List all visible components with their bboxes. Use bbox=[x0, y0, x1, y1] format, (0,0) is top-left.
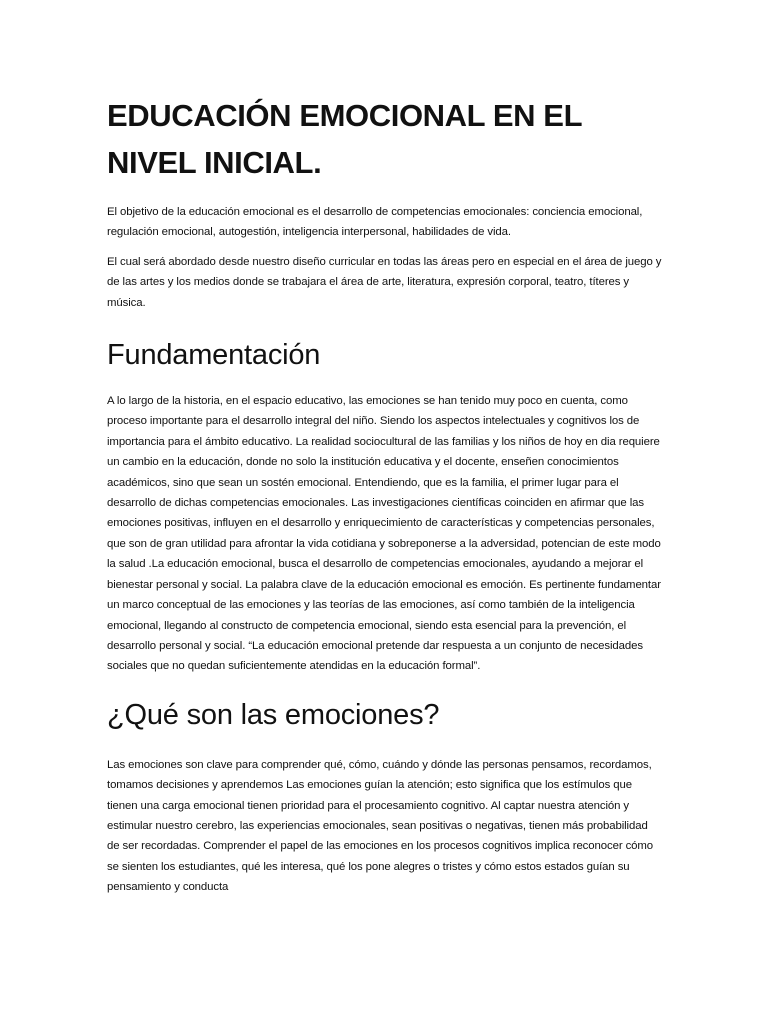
section-paragraph: A lo largo de la historia, en el espacio educativo, las emociones se han tenido muy poco en cuenta, como proceso importante para el desarrollo integral del niño. Siendo los aspectos intelectuales y cognitivos los de importancia para el ámbito educativo. La realidad sociocultural de las familias y los niños de hoy en dia requiere un cambio en la educación, donde no solo la institución educativa y el docente, enseñen conocimientos académicos, sino que sean un sostén emocional. Entendiendo, que es la familia, el primer lugar para el desarrollo de dichas competencias emocionales. Las investigaciones científicas coinciden en afirmar que las emociones positivas, influyen en el desarrollo y enriquecimiento de características y competencias personales, que son de gran utilidad para afrontar la vida cotidiana y sobreponerse a la adversidad, potencian de este modo la salud .La educación emocional, busca el desarrollo de competencias emocionales, ayudando a mejorar el bienestar personal y social. La palabra clave de la educación emocional es emoción. Es pertinente fundamentar un marco conceptual de las emociones y las teorías de las emociones, así como también de la inteligencia emocional, llegando al constructo de competencia emocional, siendo esta esencial para la prevención, el desarrollo personal y social. “La educación emocional pretende dar respuesta a un conjunto de necesidades sociales que no quedan suficientemente atendidas en la educación formal”. bbox=[107, 395, 661, 673]
section-heading-que-son-las-emociones: ¿Qué son las emociones? bbox=[107, 698, 440, 731]
intro-paragraph: El objetivo de la educación emocional es el desarrollo de competencias emocionales: conciencia emocional, regulación emocional, autogestión, inteligencia interpersonal, habilidades de vida. bbox=[107, 206, 643, 239]
intro-paragraph: El cual será abordado desde nuestro diseño curricular en todas las áreas pero en especial en el área de juego y de las artes y los medios donde se trabajara el área de arte, literatura, expresión corporal, teatro, títeres y música. bbox=[107, 255, 662, 309]
document-page bbox=[107, 92, 662, 907]
section-heading-fundamentacion: Fundamentación bbox=[107, 339, 321, 372]
section-paragraph: Las emociones son clave para comprender qué, cómo, cuándo y dónde las personas pensamos, recordamos, tomamos decisiones y aprendemos Las emociones guían la atención; esto significa que los estímulos que tienen una carga emocional tienen prioridad para el procesamiento cognitivo. Al captar nuestra atención y estimular nuestro cerebro, las experiencias emocionales, sean positivas o negativas, tienen más probabilidad de ser recordadas. Comprender el papel de las emociones en los procesos cognitivos implica reconocer cómo se sienten los estudiantes, qué les interesa, qué los pone alegres o tristes y cómo estos estados guían su pensamiento y conducta bbox=[107, 758, 654, 894]
document-title: EDUCACIÓN EMOCIONAL EN EL NIVEL INICIAL. bbox=[107, 98, 582, 180]
